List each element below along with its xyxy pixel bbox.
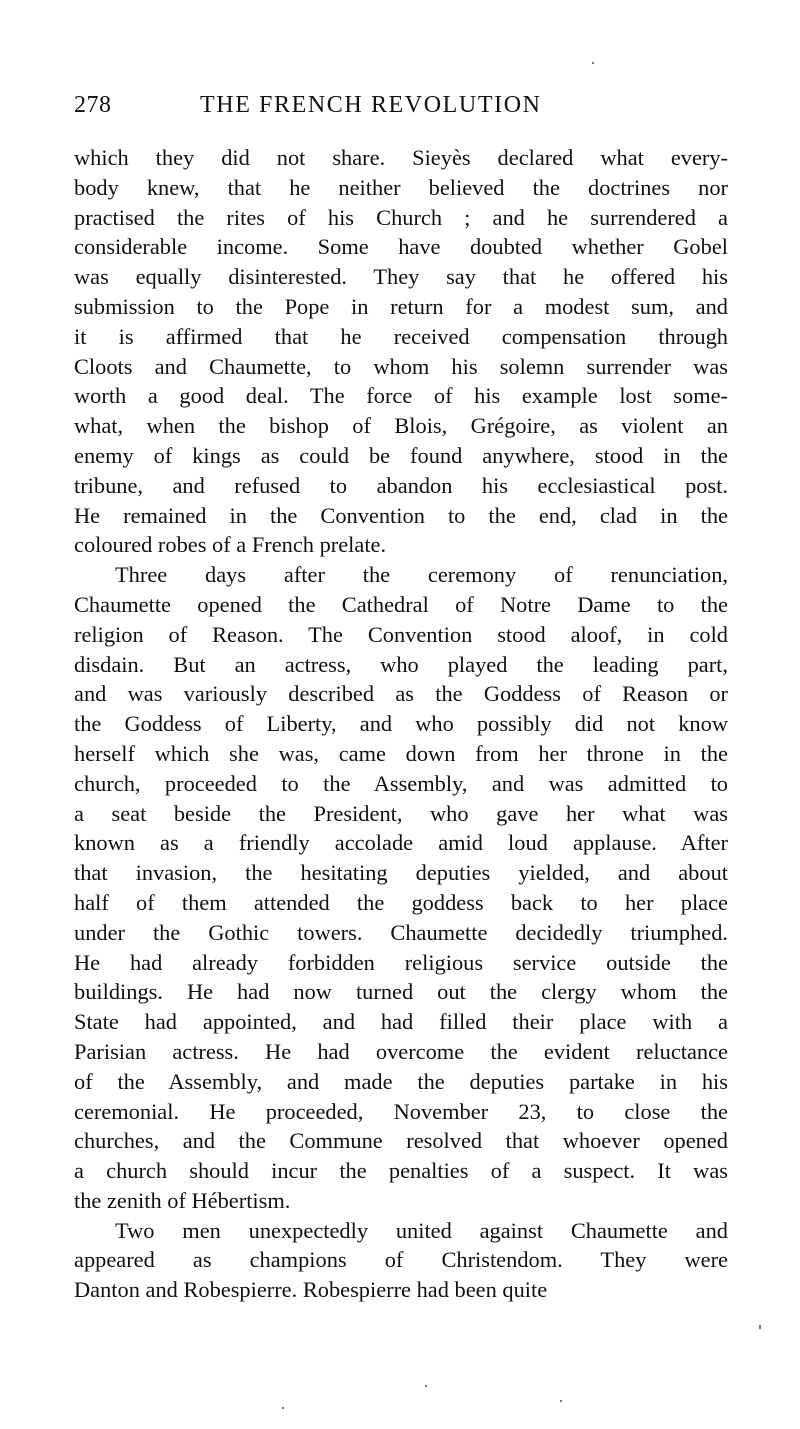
scan-speck bbox=[560, 1400, 562, 1402]
text-line: enemy of kings as could be found anywhere, stood in the bbox=[74, 442, 728, 468]
paragraph bbox=[74, 560, 728, 1216]
text-line: Two men unexpectedly united against Chaumette and bbox=[115, 1217, 728, 1243]
text-line: and was variously described as the Goddess of Reason or bbox=[74, 681, 728, 707]
text-line: ceremonial. He proceeded, November 23, to close the bbox=[74, 1098, 728, 1124]
text-line: Danton and Robespierre. Robespierre had been quite bbox=[74, 1277, 548, 1303]
text-line: half of them attended the goddess back to her place bbox=[74, 889, 728, 915]
text-line: disdain. But an actress, who played the leading part, bbox=[74, 651, 728, 677]
text-line: was equally disinterested. They say that he offered his bbox=[74, 264, 728, 290]
text-line: Parisian actress. He had overcome the evident reluctance bbox=[74, 1038, 728, 1064]
text-line: tribune, and refused to abandon his ecclesiastical post. bbox=[74, 472, 728, 498]
text-line: what, when the bishop of Blois, Grégoire, as violent an bbox=[74, 413, 728, 439]
text-line: it is affirmed that he received compensation through bbox=[74, 323, 728, 349]
scan-speck bbox=[759, 1325, 761, 1329]
scan-speck bbox=[425, 1385, 427, 1387]
text-line: church, proceeded to the Assembly, and was admitted to bbox=[74, 770, 728, 796]
body-text bbox=[74, 143, 728, 1305]
text-line: a seat beside the President, who gave her what was bbox=[74, 800, 728, 826]
text-line: herself which she was, came down from her throne in the bbox=[74, 740, 728, 766]
text-line: submission to the Pope in return for a modest sum, and bbox=[74, 293, 728, 319]
text-line: He remained in the Convention to the end, clad in the bbox=[74, 502, 728, 528]
running-title: THE FRENCH REVOLUTION bbox=[200, 92, 542, 118]
paragraph bbox=[74, 143, 728, 560]
text-line: Three days after the ceremony of renunciation, bbox=[115, 562, 728, 588]
text-line: the zenith of Hébertism. bbox=[74, 1187, 291, 1213]
text-line: a church should incur the penalties of a suspect. It was bbox=[74, 1158, 728, 1184]
text-line: He had already forbidden religious service outside the bbox=[74, 949, 728, 975]
text-line: buildings. He had now turned out the clergy whom the bbox=[74, 979, 728, 1005]
text-line: Cloots and Chaumette, to whom his solemn surrender was bbox=[74, 353, 728, 379]
scan-speck bbox=[282, 1407, 284, 1409]
text-line: that invasion, the hesitating deputies yielded, and about bbox=[74, 860, 728, 886]
text-line: body knew, that he neither believed the doctrines nor bbox=[74, 174, 728, 200]
page-number: 278 bbox=[74, 92, 112, 118]
text-line: State had appointed, and had filled their place with a bbox=[74, 1009, 728, 1035]
text-line: of the Assembly, and made the deputies partake in his bbox=[74, 1068, 728, 1094]
text-line: under the Gothic towers. Chaumette decidedly triumphed. bbox=[74, 919, 728, 945]
text-line: Chaumette opened the Cathedral of Notre Dame to the bbox=[74, 591, 728, 617]
text-line: practised the rites of his Church ; and he surrendered a bbox=[74, 204, 728, 230]
text-line: religion of Reason. The Convention stood aloof, in cold bbox=[74, 621, 728, 647]
text-line: the Goddess of Liberty, and who possibly did not know bbox=[74, 711, 728, 737]
scan-speck bbox=[592, 62, 594, 64]
running-header bbox=[74, 88, 634, 122]
text-line: worth a good deal. The force of his example lost some- bbox=[74, 383, 728, 409]
text-line: churches, and the Commune resolved that whoever opened bbox=[74, 1128, 728, 1154]
paragraph bbox=[74, 1216, 728, 1305]
text-line: coloured robes of a French prelate. bbox=[74, 532, 387, 558]
text-line: known as a friendly accolade amid loud applause. After bbox=[74, 830, 728, 856]
text-line: considerable income. Some have doubted whether Gobel bbox=[74, 234, 728, 260]
text-line: which they did not share. Sieyès declared what every- bbox=[74, 145, 728, 170]
text-line: appeared as champions of Christendom. They were bbox=[74, 1247, 728, 1273]
